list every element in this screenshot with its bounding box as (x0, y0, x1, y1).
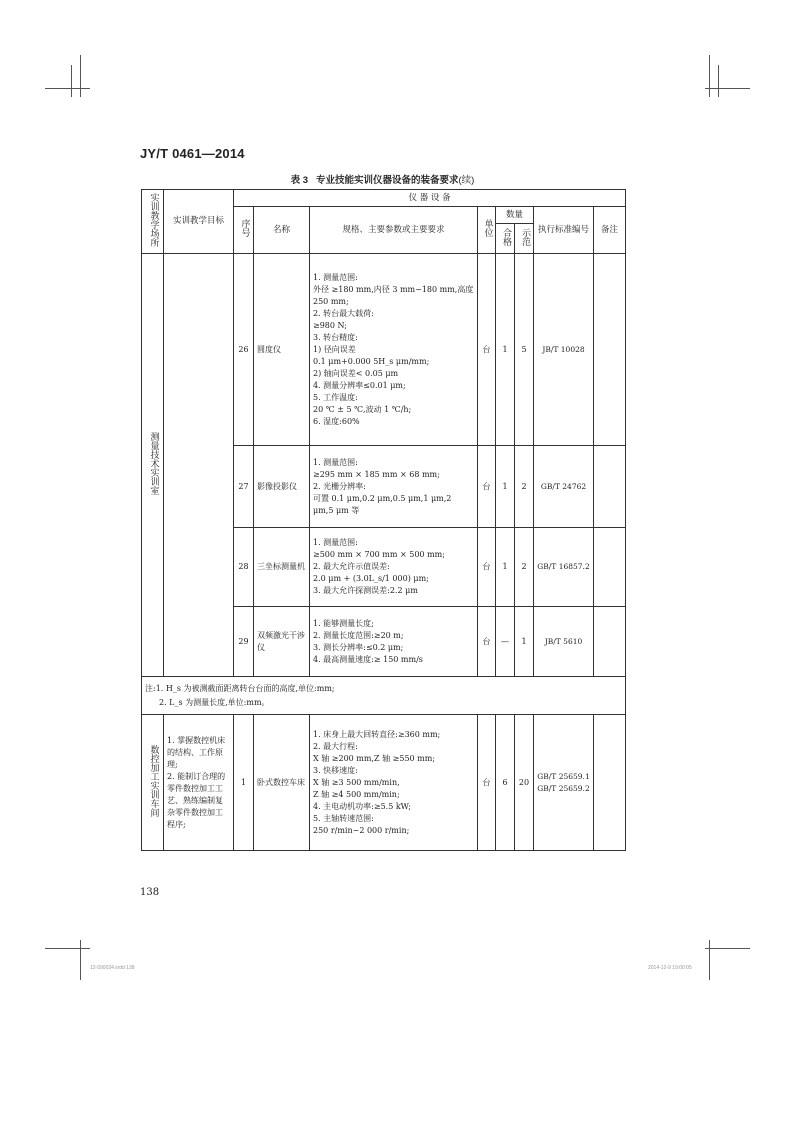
qualified-cell: 1 (496, 528, 515, 607)
equipment-table (141, 189, 626, 851)
table-title-prefix: 表 3 (290, 175, 309, 186)
note-line: 2. L_s 为测量长度,单位:mm。 (159, 697, 270, 707)
crop-mark-tr-v (709, 55, 710, 97)
header-name: 名称 (254, 207, 310, 254)
table-row (142, 254, 626, 446)
header-standard: 执行标准编号 (534, 207, 594, 254)
crop-mark-tr-h (705, 88, 750, 89)
standard-cell: GB/T 16857.2 (534, 528, 594, 607)
note-line: 注:1. H_s 为被测截面距离转台台面的高度,单位:mm; (145, 683, 335, 693)
seq-cell: 1 (234, 715, 254, 851)
name-cell: 三坐标测量机 (254, 528, 310, 607)
crop-mark-bl-v (80, 940, 81, 980)
name-cell: 影像投影仪 (254, 446, 310, 528)
crop-mark-br-h (705, 948, 750, 949)
table-title (140, 172, 625, 186)
site-measurement-lab: 测量技术实训室 (142, 254, 164, 677)
qualified-cell: — (496, 607, 515, 677)
model-cell: 20 (515, 715, 534, 851)
crop-mark-tl-h (45, 88, 90, 89)
crop-mark-bl-h (45, 948, 90, 949)
table-title-main: 专业技能实训仪器设备的装备要求 (316, 175, 459, 186)
notes-row (142, 677, 626, 715)
remark-cell (594, 446, 626, 528)
seq-cell: 27 (234, 446, 254, 528)
name-cell: 圆度仪 (254, 254, 310, 446)
seq-cell: 26 (234, 254, 254, 446)
unit-cell: 台 (478, 715, 496, 851)
name-cell: 卧式数控车床 (254, 715, 310, 851)
model-cell: 1 (515, 607, 534, 677)
qualified-cell: 1 (496, 254, 515, 446)
unit-cell: 台 (478, 607, 496, 677)
model-cell: 2 (515, 528, 534, 607)
goal-cell-empty (164, 254, 234, 677)
header-site: 实训教学场所 (142, 190, 164, 254)
header-qualified: 合格 (496, 224, 515, 254)
header-spec: 规格、主要参数或主要要求 (310, 207, 478, 254)
seq-cell: 29 (234, 607, 254, 677)
spec-cell: 1. 测量范围: ≥500 mm × 700 mm × 500 mm; 2. 最大允许示值误差: 2.0 μm + (3.0L_s/1 000) μm; 3. 最大允许探测误差:2.2 μm (310, 528, 478, 607)
remark-cell (594, 715, 626, 851)
crop-mark-tr-v2 (718, 65, 719, 97)
header-remark: 备注 (594, 207, 626, 254)
standard-cell: GB/T 25659.1 GB/T 25659.2 (534, 715, 594, 851)
print-date: 2014-12-9 19:00:05 (648, 965, 692, 971)
spec-cell: 1. 能够测量长度; 2. 测量长度范围:≥20 m; 3. 测长分辨率:≤0.2 μm; 4. 最高测量速度:≥ 150 mm/s (310, 607, 478, 677)
unit-cell: 台 (478, 254, 496, 446)
header-unit: 单位 (478, 207, 496, 254)
qualified-cell: 1 (496, 446, 515, 528)
standard-cell: JB/T 10028 (534, 254, 594, 446)
standard-cell: JB/T 5610 (534, 607, 594, 677)
spec-cell: 1. 测量范围: 外径 ≥180 mm,内径 3 mm~180 mm,高度 250 mm; 2. 转台最大载荷: ≥980 N; 3. 转台精度: 1) 径向误差 0.1 μm+0.000 5H_s μm/mm; 2) 轴向误差< 0.05 μm 4. 测量分辨率≤0.01 μm; 5. 工作温度: 20 ℃ ± 5 ℃,波动 1 ℃/h; 6. 湿度:60% (310, 254, 478, 446)
unit-cell: 台 (478, 446, 496, 528)
goal-cell: 1. 掌握数控机床的结构、工作原理; 2. 能制订合理的零件数控加工工艺、熟练编制复杂零件数控加工程序; (164, 715, 234, 851)
header-qty: 数量 (496, 207, 534, 224)
unit-cell: 台 (478, 528, 496, 607)
header-seq: 序号 (234, 207, 254, 254)
crop-mark-tl-v (80, 55, 81, 97)
page-number: 138 (140, 887, 160, 898)
seq-cell: 28 (234, 528, 254, 607)
model-cell: 5 (515, 254, 534, 446)
crop-mark-br-v (709, 940, 710, 980)
table-title-suffix: (续) (458, 175, 475, 186)
print-file-info: 12-590034.indd 138 (90, 965, 135, 971)
standard-cell: GB/T 24762 (534, 446, 594, 528)
qualified-cell: 6 (496, 715, 515, 851)
notes-cell (142, 677, 626, 715)
spec-cell: 1. 测量范围: ≥295 mm × 185 mm × 68 mm; 2. 光栅分辨率: 可置 0.1 μm,0.2 μm,0.5 μm,1 μm,2 μm,5 μm 等 (310, 446, 478, 528)
model-cell: 2 (515, 446, 534, 528)
name-cell: 双频激光干涉仪 (254, 607, 310, 677)
site-cnc-workshop: 数控加工实训车间 (142, 715, 164, 851)
remark-cell (594, 528, 626, 607)
header-model: 示范 (515, 224, 534, 254)
header-equipment: 仪 器 设 备 (234, 190, 626, 207)
table-row (142, 715, 626, 851)
spec-cell: 1. 床身上最大回转直径:≥360 mm; 2. 最大行程: X 轴 ≥200 mm,Z 轴 ≥550 mm; 3. 快移速度: X 轴 ≥3 500 mm/min, Z 轴 ≥4 500 mm/min; 4. 主电动机功率:≥5.5 kW; 5. 主轴转速范围: 250 r/min~2 000 r/min; (310, 715, 478, 851)
remark-cell (594, 607, 626, 677)
remark-cell (594, 254, 626, 446)
crop-mark-tl-v2 (71, 65, 72, 97)
header-goal: 实训教学目标 (164, 190, 234, 254)
standard-code: JY/T 0461—2014 (140, 146, 245, 161)
